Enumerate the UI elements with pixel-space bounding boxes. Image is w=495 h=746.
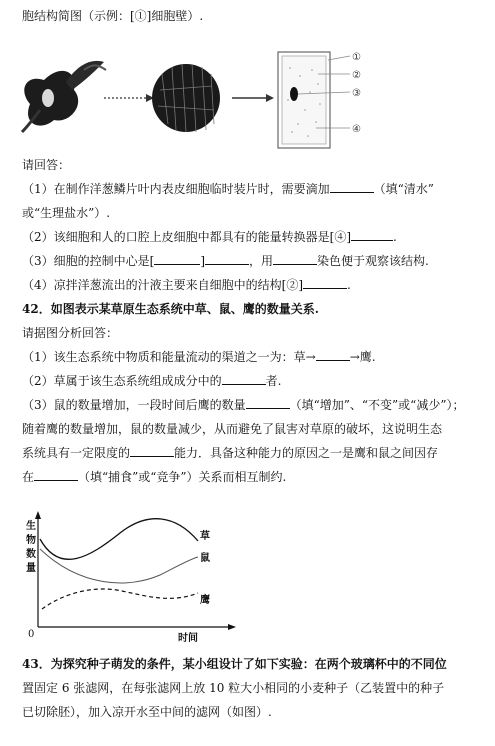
y-label-1: 生 [26,521,36,532]
q42-part1: （1）该生态系统中物质和能量流动的渠道之一为：草→ →鹰. [22,350,376,364]
q41-part1: （1）在制作洋葱鳞片叶内表皮细胞临时装片时，需要滴加 （填“清水” [22,182,434,196]
y-label-2: 物 [26,535,36,546]
microscope-view [152,64,220,132]
q43-line3: 已切除胚），加入凉开水至中间的滤网（如图）. [22,705,272,719]
onion-image [22,61,106,132]
population-chart [0,505,260,645]
q42-part3-cont3: 在 （填“捕食”或“竞争”）关系而相互制约. [22,470,287,484]
origin-label: 0 [28,629,35,640]
y-label-3: 数 [26,549,36,560]
q41-blank3[interactable] [154,253,200,265]
onion-cell-figure [0,40,495,150]
q43-line2: 置固定 6 张滤网，在每张滤网上放 10 粒大小相同的小麦种子（乙装置中的种子 [22,681,445,695]
q42-part3-cont1: 随着鹰的数量增加，鼠的数量减少，从而避免了鼠害对草原的破坏，这说明生态 [22,422,443,436]
q42-part2: （2）草属于该生态系统组成成分中的 者. [22,374,282,388]
q42-blank3[interactable] [246,397,290,409]
q43-line1: 43．为探究种子萌发的条件，某小组设计了如下实验：在两个玻璃杯中的不同位 [22,657,447,671]
q42-prompt: 请据图分析回答： [22,326,119,340]
cell-label-1: ① [352,52,361,63]
prompt-answer: 请回答： [22,158,71,172]
q42-blank5[interactable] [34,469,78,481]
q42-blank4[interactable] [130,445,174,457]
plant-cell-diagram [278,52,361,148]
q41-blank2[interactable] [351,229,393,241]
q41-blank5[interactable] [273,253,317,265]
mouse-curve [40,549,198,583]
hawk-label: 鹰 [200,595,210,606]
hawk-curve [42,589,198,609]
dotted-arrow [104,94,154,102]
q41-part4: （4）凉拌洋葱流出的汁液主要来自细胞中的结构[②] . [22,278,351,292]
q42-blank2[interactable] [222,373,266,385]
q41-blank1[interactable] [330,181,374,193]
q41-blank6[interactable] [303,277,347,289]
cell-label-4: ④ [352,124,361,135]
q41-blank4[interactable] [205,253,249,265]
q42-part3-cont2: 系统具有一定限度的 能力．具备这种能力的原因之一是鹰和鼠之间因存 [22,446,439,460]
q42-blank1[interactable] [316,349,350,361]
q41-part1-cont: 或“生理盐水”）. [22,206,111,220]
grass-label: 草 [200,531,210,542]
q41-part3: （3）细胞的控制中心是[ ] ，用 染色便于观察该结构. [22,254,429,268]
solid-arrow [232,94,274,102]
q41-part2: （2）该细胞和人的口腔上皮细胞中都具有的能量转换器是[④] . [22,230,397,244]
q42-part3: （3）鼠的数量增加，一段时间后鹰的数量 （填“增加”、“不变”或“减少”）； [22,398,465,412]
cell-label-2: ② [352,70,361,81]
cell-label-3: ③ [352,88,361,99]
grass-curve [40,519,198,560]
mouse-label: 鼠 [200,553,210,564]
intro-line: 胞结构简图（示例：[①]细胞壁）. [22,9,204,23]
q42-title: 42．如图表示某草原生态系统中草、鼠、鹰的数量关系. [22,302,319,316]
y-label-4: 量 [26,563,36,574]
x-label: 时间 [178,633,198,644]
